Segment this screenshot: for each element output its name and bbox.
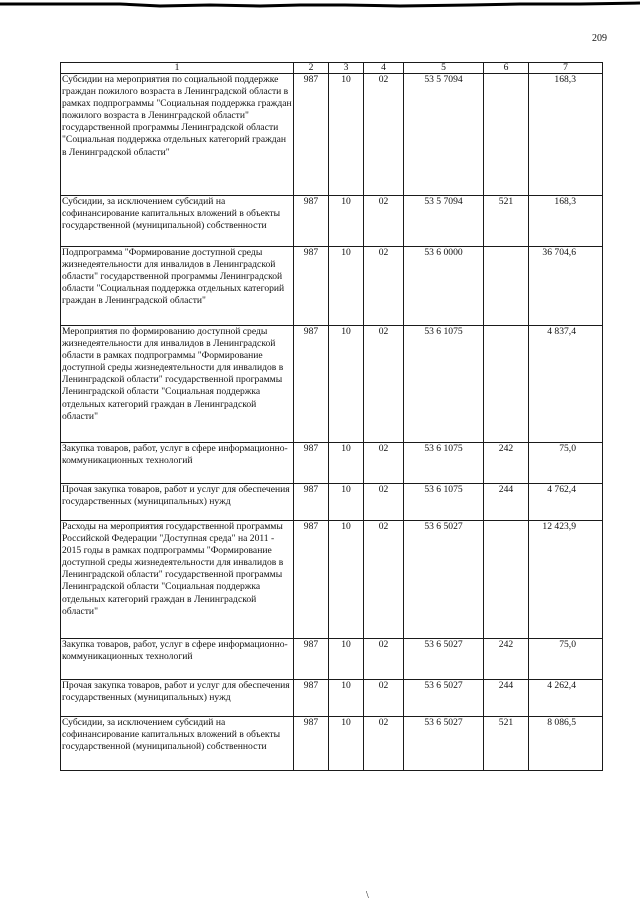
grbs-cell: 987 [294,717,329,771]
scan-top-edge [0,0,640,10]
amount-cell: 75,0 [529,639,603,680]
subsection-cell: 02 [364,717,404,771]
grbs-cell: 987 [294,521,329,639]
target-article-cell: 53 6 1075 [404,326,484,443]
amount-cell: 4 262,4 [529,680,603,717]
target-article-cell: 53 5 7094 [404,74,484,196]
table-row [61,680,603,717]
expense-type-cell: 521 [484,717,529,771]
expense-type-cell: 521 [484,196,529,247]
expense-name-cell: Субсидии, за исключением субсидий на софинансирование капитальных вложений в объекты государственной (муниципальной) собственности [61,717,294,771]
table-row [61,484,603,521]
grbs-cell: 987 [294,639,329,680]
table-row [61,521,603,639]
expense-name-cell: Прочая закупка товаров, работ и услуг для обеспечения государственных (муниципальных) нужд [61,680,294,717]
subsection-cell: 02 [364,326,404,443]
amount-cell: 4 762,4 [529,484,603,521]
subsection-cell: 02 [364,247,404,326]
subsection-cell: 02 [364,639,404,680]
section-cell: 10 [329,74,364,196]
grbs-cell: 987 [294,484,329,521]
section-cell: 10 [329,484,364,521]
bottom-pen-mark: \ [366,890,369,901]
table-row [61,443,603,484]
section-cell: 10 [329,326,364,443]
section-cell: 10 [329,521,364,639]
section-cell: 10 [329,196,364,247]
expense-name-cell: Закупка товаров, работ, услуг в сфере информационно-коммуникационных технологий [61,639,294,680]
column-header: 6 [484,63,529,74]
target-article-cell: 53 6 1075 [404,443,484,484]
amount-cell: 12 423,9 [529,521,603,639]
table-row [61,326,603,443]
expense-type-cell [484,247,529,326]
grbs-cell: 987 [294,326,329,443]
subsection-cell: 02 [364,521,404,639]
grbs-cell: 987 [294,74,329,196]
column-header: 1 [61,63,294,74]
expense-name-cell: Подпрограмма "Формирование доступной среды жизнедеятельности для инвалидов в Ленинградской области" государственной программы Ленинградской области "Социальная поддержка отдельных категорий граждан в Ленинградской области" [61,247,294,326]
column-header: 2 [294,63,329,74]
amount-cell: 4 837,4 [529,326,603,443]
table-row [61,247,603,326]
budget-table [60,62,603,771]
table-header-row [61,63,603,74]
amount-cell: 168,3 [529,196,603,247]
page-number: 209 [592,33,607,44]
grbs-cell: 987 [294,196,329,247]
table-row [61,717,603,771]
column-header: 3 [329,63,364,74]
subsection-cell: 02 [364,484,404,521]
table-row [61,74,603,196]
expense-type-cell: 244 [484,484,529,521]
section-cell: 10 [329,247,364,326]
expense-name-cell: Расходы на мероприятия государственной программы Российской Федерации "Доступная среда" на 2011 - 2015 годы в рамках подпрограммы "Формирование доступной среды жизнедеятельности для инвалидов в Ленинградской области" государственной программы Ленинградской области "Социальная поддержка отдельных категорий граждан в Ленинградской области" [61,521,294,639]
expense-type-cell: 242 [484,443,529,484]
expense-name-cell: Субсидии на мероприятия по социальной поддержке граждан пожилого возраста в Ленинградской области в рамках подпрограммы "Социальная поддержка граждан пожилого возраста в Ленинградской области" государственной программы Ленинградской области "Социальная поддержка отдельных категорий граждан в Ленинградской области" [61,74,294,196]
target-article-cell: 53 6 5027 [404,521,484,639]
expense-type-cell [484,326,529,443]
expense-name-cell: Мероприятия по формированию доступной среды жизнедеятельности для инвалидов в Ленинградской области в рамках подпрограммы "Формирование доступной среды жизнедеятельности для инвалидов в Ленинградской области" государственной программы Ленинградской области "Социальная поддержка отдельных категорий граждан в Ленинградской области" [61,326,294,443]
grbs-cell: 987 [294,443,329,484]
expense-type-cell: 244 [484,680,529,717]
target-article-cell: 53 5 7094 [404,196,484,247]
column-header: 4 [364,63,404,74]
table-row [61,196,603,247]
expense-type-cell [484,521,529,639]
subsection-cell: 02 [364,680,404,717]
target-article-cell: 53 6 5027 [404,717,484,771]
column-header: 5 [404,63,484,74]
section-cell: 10 [329,639,364,680]
table-row [61,639,603,680]
expense-type-cell [484,74,529,196]
subsection-cell: 02 [364,443,404,484]
subsection-cell: 02 [364,74,404,196]
expense-name-cell: Закупка товаров, работ, услуг в сфере информационно-коммуникационных технологий [61,443,294,484]
target-article-cell: 53 6 0000 [404,247,484,326]
target-article-cell: 53 6 5027 [404,639,484,680]
grbs-cell: 987 [294,680,329,717]
amount-cell: 168,3 [529,74,603,196]
section-cell: 10 [329,680,364,717]
amount-cell: 75,0 [529,443,603,484]
target-article-cell: 53 6 5027 [404,680,484,717]
target-article-cell: 53 6 1075 [404,484,484,521]
amount-cell: 8 086,5 [529,717,603,771]
expense-name-cell: Субсидии, за исключением субсидий на софинансирование капитальных вложений в объекты государственной (муниципальной) собственности [61,196,294,247]
expense-name-cell: Прочая закупка товаров, работ и услуг для обеспечения государственных (муниципальных) нужд [61,484,294,521]
section-cell: 10 [329,717,364,771]
column-header: 7 [529,63,603,74]
grbs-cell: 987 [294,247,329,326]
subsection-cell: 02 [364,196,404,247]
expense-type-cell: 242 [484,639,529,680]
amount-cell: 36 704,6 [529,247,603,326]
section-cell: 10 [329,443,364,484]
